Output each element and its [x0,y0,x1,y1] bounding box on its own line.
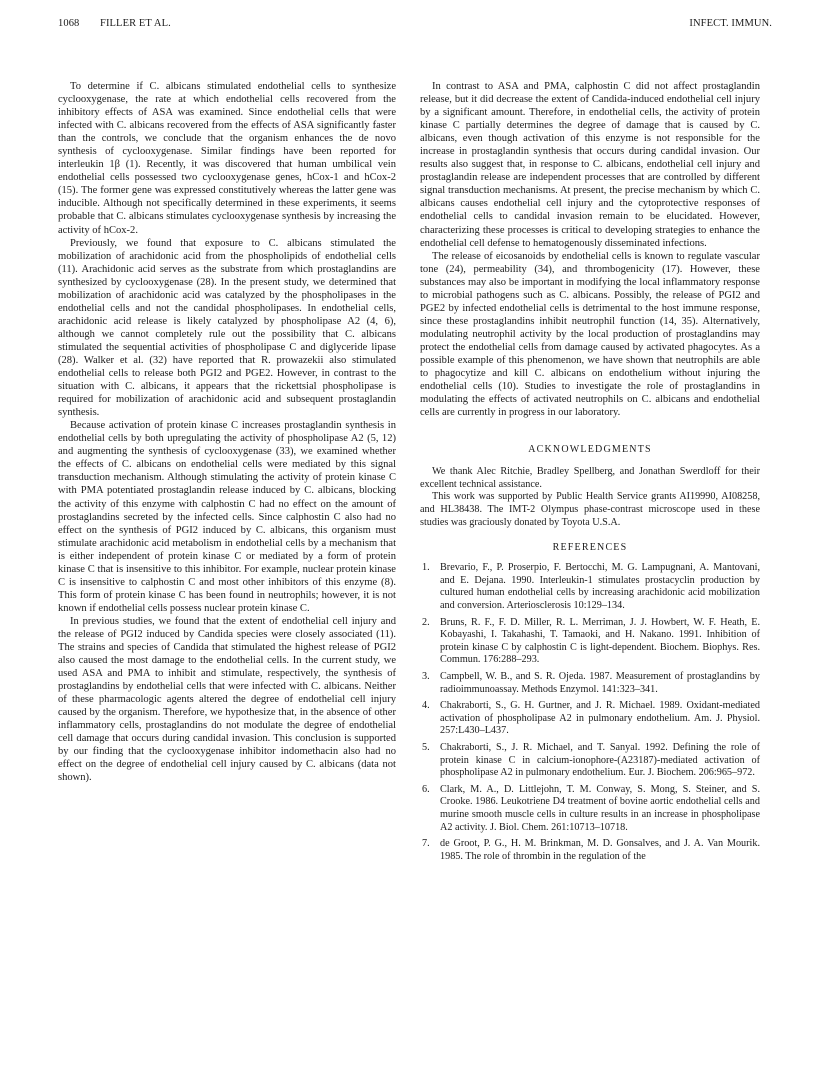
discussion-paragraph-3: Because activation of protein kinase C increases prostaglandin synthesis in endothelial cells by both upregulating the activity of phospholipase A2 (5, 12) and augmenting the synthesis of cyclooxygenase (33), we examined whether the effects of C. albicans on endothelial cells were mediated by this signal transduction mechanism. Although stimulating the activity of protein kinase C with PMA potentiated prostaglandin release induced by C. albicans, blocking the activity of this enzyme with calphostin C had no effect on the amount of prostaglandins secreted by the infected cells. Since calphostin C also had no effect on the synthesis of PGI2 induced by C. albicans, this organism must stimulate arachidonic acid metabolism in endothelial cells by a mechanism that is either independent of protein kinase C or mediated by a form of protein kinase C that is insensitive to this inhibitor. For example, nuclear protein kinase C is insensitive to calphostin C and most other inhibitors of this enzyme (8). This form of protein kinase C has been found in neutrophils; however, it is not known if endothelial cells possess nuclear protein kinase C. [58,420,396,614]
reference-item: 2. Bruns, R. F., F. D. Miller, R. L. Merriman, J. J. Howbert, W. F. Heath, E. Kobayashi, I. Takahashi, T. Tamaoki, and H. Nakano. 1991. Inhibition of protein kinase C by calphostin C is light-dependent. Biochem. Biophys. Res. Commun. 176:288–293. [422,616,760,666]
discussion-paragraph-1: To determine if C. albicans stimulated endothelial cells to synthesize cyclooxygenase, the rate at which endothelial cells recovered from the inhibitory effects of ASA was examined. Since endothelial cells that were infected with C. albicans recovered from the effects of ASA significantly faster than the controls, we conclude that the organism enhances the de novo synthesis of cyclooxygenase. Similar findings have been reported for interleukin 1β (1). Recently, it was discovered that human umbilical vein endothelial cells possessed two cyclooxygenase genes, hCox-1 and hCox-2 (15). The former gene was expressed constitutively whereas the latter gene was inducible. Although not specifically determined in these experiments, it seems probable that C. albicans stimulates cyclooxygenase synthesis by increasing the activity of hCox-2. [58,81,396,236]
running-header [58,18,772,32]
reference-item: 7. de Groot, P. G., H. M. Brinkman, M. D. Gonsalves, and J. A. Van Mourik. 1985. The role of thrombin in the regulation of the [422,838,760,862]
journal-abbreviation: INFECT. IMMUN. [689,18,772,29]
discussion-paragraph-4: In previous studies, we found that the extent of endothelial cell injury and the release of PGI2 induced by Candida species were closely associated (11). The strains and species of Candida that stimulated the highest release of PGI2 also caused the most damage to the endothelial cells. In the current study, we used ASA and PMA to inhibit and stimulate, respectively, the synthesis of prostaglandins by endothelial cells that were infected with C. albicans. Neither of these pharmacologic agents altered the degree of endothelial cell injury caused by the organism. Therefore, we hypothesize that, in the absence of other inflammatory cells, prostaglandins do not modulate the degree of endothelial cell damage that occurs during candidal invasion. This conclusion is supported by our finding that the cyclooxygenase inhibitor indomethacin also had no effect on the degree of endothelial cell injury caused by C. albicans (data not shown). [58,615,396,784]
left-column [58,80,396,785]
reference-list [420,562,760,863]
right-column [420,80,760,867]
acknowledgments-heading: ACKNOWLEDGMENTS [528,444,652,456]
acknowledgments-text-1: We thank Alec Ritchie, Bradley Spellberg, and Jonathan Swerdloff for their excellent technical assistance. [420,466,760,490]
references-heading: REFERENCES [552,542,628,554]
acknowledgments-text-2: This work was supported by Public Health Service grants AI19990, AI08258, and HL38438. The IMT-2 Olympus phase-contrast microscope used in these studies was graciously donated by Toyota U.S.A. [420,491,760,528]
reference-item: 6. Clark, M. A., D. Littlejohn, T. M. Conway, S. Mong, S. Steiner, and S. Crooke. 1986. Leukotriene D4 treatment of bovine aortic endothelial cells and murine smooth muscle cells in culture results in an increase in phospholipase A2 activity. J. Biol. Chem. 261:10713–10718. [422,783,760,833]
reference-item: 4. Chakraborti, S., G. H. Gurtner, and J. R. Michael. 1989. Oxidant-mediated activation of phospholipase A2 in pulmonary endothelium. Am. J. Physiol. 257:L430–L437. [422,700,760,737]
discussion-paragraph-5: In contrast to ASA and PMA, calphostin C did not affect prostaglandin release, but it did decrease the extent of Candida-induced endothelial cell injury by a significant amount. Therefore, in endothelial cells, the activity of protein kinase C partially determines the degree of damage that is caused by C. albicans, even though activation of this enzyme is not responsible for the increase in prostaglandin synthesis that occurs during candidal invasion. Our results also suggest that, in response to C. albicans, endothelial cell injury and prostaglandin release are independent processes that are controlled by different signal transduction mechanisms. At present, the precise mechanism by which C. albicans causes endothelial cell injury and the cytoprotective responses of endothelial cells to candidal invasion remain to be elucidated. However, characterizing these processes is critical to developing strategies to enhance the endothelial cell defense to hematogenously disseminated infections. [420,81,760,249]
reference-item: 3. Campbell, W. B., and S. R. Ojeda. 1987. Measurement of prostaglandins by radioimmunoassay. Methods Enzymol. 141:323–341. [422,671,760,695]
reference-item: 5. Chakraborti, S., J. R. Michael, and T. Sanyal. 1992. Defining the role of protein kinase C in calcium-ionophore-(A23187)-mediated activation of phospholipase A2 in pulmonary endothelium. Eur. J. Biochem. 206:965–972. [422,742,760,779]
discussion-paragraph-2: Previously, we found that exposure to C. albicans stimulated the mobilization of arachidonic acid from the phospholipids of endothelial cells (11). Arachidonic acid serves as the substrate from which prostaglandins are synthesized by cyclooxygenase (28). In the present study, we determined that mobilization of arachidonic acid was catalyzed by the phospholipases in the endothelial cells and not the candidal phospholipases. In endothelial cells, arachidonic acid release is likely catalyzed by phospholipase A2 (4, 6), although we cannot completely rule out the possibility that C. albicans stimulated the sequential activities of phospholipase C and diglyceride lipase (28). Walker et al. (32) have reported that R. prowazekii also stimulated endothelial cells to release both PGI2 and PGE2. However, in contrast to the situation with C. albicans, it appears that the rickettsial phospholipase is required for mobilization of arachidonic acid and subsequent prostaglandin synthesis. [58,237,396,419]
page-number: 1068 [58,18,80,29]
discussion-paragraph-6: The release of eicosanoids by endothelial cells is known to regulate vascular tone (24), permeability (34), and thrombogenicity (17). However, these substances may also be important in modifying the local inflammatory response to microbial pathogens such as C. albicans. Possibly, the release of PGI2 and PGE2 by infected endothelial cells is detrimental to the host immune response, since these prostaglandins inhibit neutrophil function (14, 35). Alternatively, modulating neutrophil activity by the local production of prostaglandins may protect the endothelial cells from damage caused by activated phagocytes. As a possible example of this phenomenon, we have shown that neutrophils are able to phagocytize and kill C. albicans on endothelium without injuring the endothelial cells (10). Studies to investigate the role of prostaglandins in modulating the effects of activated neutrophils on C. albicans and endothelial cells are currently in progress in our laboratory. [420,250,760,419]
reference-item: 1. Brevario, F., P. Proserpio, F. Bertocchi, M. G. Lampugnani, A. Mantovani, and E. Dejana. 1990. Interleukin-1 stimulates prostacyclin production by cultured human endothelial cells by increasing arachidonic acid mobilization and conversion. Arteriosclerosis 10:129–134. [422,562,760,612]
running-authors: FILLER ET AL. [100,18,171,29]
